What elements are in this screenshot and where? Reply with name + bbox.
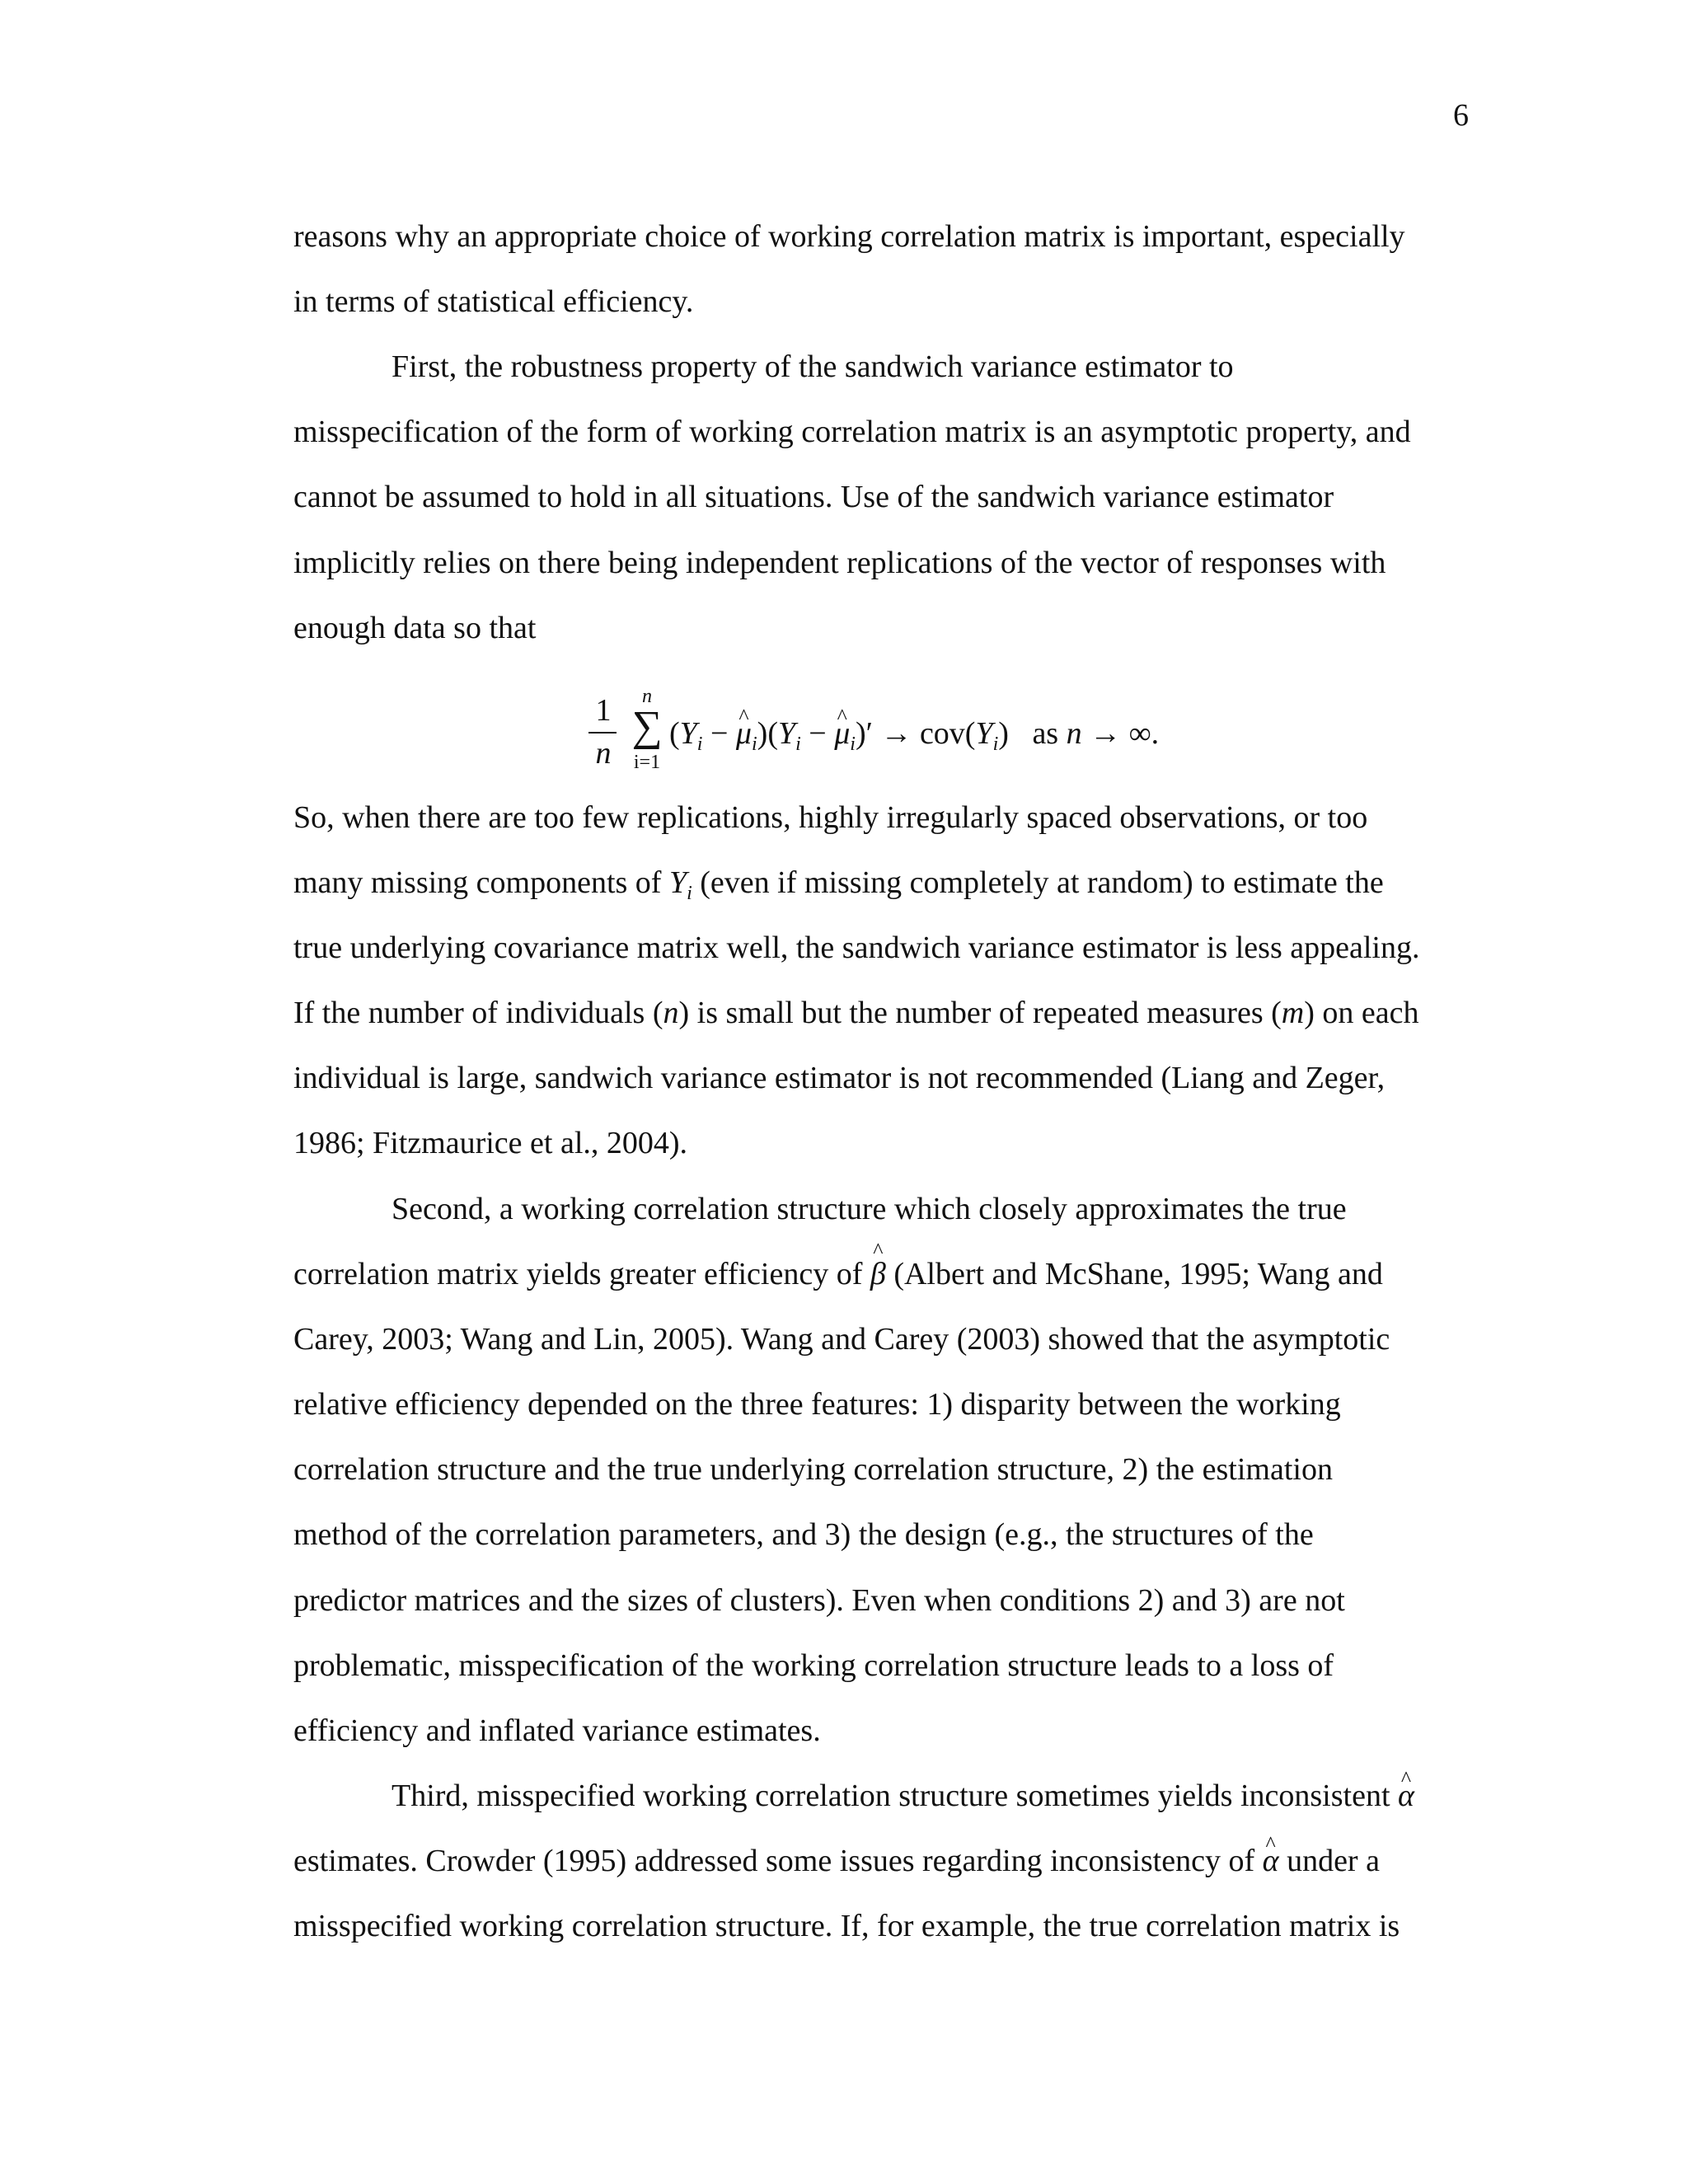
text-line: Second, a working correlation structure which closely approximates the true bbox=[392, 1192, 1347, 1226]
text-line: First, the robustness property of the sandwich variance estimator to bbox=[392, 349, 1234, 384]
alpha-hat-symbol: ^ α bbox=[1398, 1773, 1414, 1819]
text-line: many missing components of $Y_i$ (even if missing completely at random) to estimate the bbox=[293, 865, 1384, 904]
text-line: true underlying covariance matrix well, the sandwich variance estimator is less appealing. bbox=[293, 930, 1420, 965]
mu-hat: ^ μ bbox=[736, 710, 752, 757]
text-line: relative efficiency depended on the three features: 1) disparity between the working bbox=[293, 1387, 1341, 1422]
text-line: Third, misspecified working correlation structure sometimes yields inconsistent ^ α bbox=[392, 1773, 1570, 1819]
display-equation bbox=[587, 686, 1213, 773]
beta-hat-symbol: ^ β bbox=[870, 1251, 886, 1297]
equation-expression: ($Y_i$ − ^ $\mu_i)(Y_i$ − ^ $\mu_i)' \to cov(Y_i)$ as n → ∞. bbox=[669, 710, 1159, 757]
text-line: method of the correlation parameters, and 3) the design (e.g., the structures of the bbox=[293, 1517, 1314, 1552]
text-line: enough data so that bbox=[293, 611, 537, 645]
text-line: So, when there are too few replications, highly irregularly spaced observations, or too bbox=[293, 800, 1368, 835]
text-line: cannot be assumed to hold in all situations. Use of the sandwich variance estimator bbox=[293, 480, 1334, 514]
text-line: predictor matrices and the sizes of clusters). Even when conditions 2) and 3) are not bbox=[293, 1583, 1345, 1618]
text-line: 1986; Fitzmaurice et al., 2004). bbox=[293, 1126, 688, 1160]
text-line: estimates. Crowder (1995) addressed some issues regarding inconsistency of ^ α under a bbox=[293, 1838, 1472, 1884]
alpha-hat-symbol: ^ α bbox=[1263, 1838, 1279, 1884]
text-line: misspecified working correlation structure. If, for example, the true correlation matrix is bbox=[293, 1909, 1400, 1943]
fraction-numerator: 1 bbox=[595, 693, 612, 728]
text-line: reasons why an appropriate choice of working correlation matrix is important, especially bbox=[293, 219, 1405, 254]
page-number: 6 bbox=[1453, 98, 1469, 133]
text-line: individual is large, sandwich variance estimator is not recommended (Liang and Zeger, bbox=[293, 1061, 1386, 1095]
text-line: efficiency and inflated variance estimates. bbox=[293, 1713, 821, 1748]
sum-icon: ∑ bbox=[631, 703, 663, 750]
text-line: correlation matrix yields greater efficiency of ^ β (Albert and McShane, 1995; Wang and bbox=[293, 1251, 1472, 1297]
fraction-denominator: n bbox=[595, 736, 612, 771]
text-line: implicitly relies on there being independent replications of the vector of responses with bbox=[293, 546, 1386, 580]
text-line: Carey, 2003; Wang and Lin, 2005). Wang and Carey (2003) showed that the asymptotic bbox=[293, 1322, 1390, 1357]
text-line: correlation structure and the true underlying correlation structure, 2) the estimation bbox=[293, 1452, 1333, 1487]
arrow-icon: → bbox=[880, 716, 912, 751]
text-line: If the number of individuals (n) is small but the number of repeated measures (m) on each bbox=[293, 996, 1419, 1030]
mu-hat: ^ μ bbox=[834, 710, 850, 757]
sum-lower-limit: i=1 bbox=[633, 752, 661, 773]
sum-upper-limit: n bbox=[642, 686, 652, 707]
arrow-icon: → bbox=[1090, 716, 1122, 751]
text-line: problematic, misspecification of the working correlation structure leads to a loss of bbox=[293, 1648, 1334, 1683]
text-line: misspecification of the form of working correlation matrix is an asymptotic property, and bbox=[293, 415, 1411, 449]
symbol-y: Y bbox=[668, 865, 687, 900]
text-line: in terms of statistical efficiency. bbox=[293, 284, 694, 319]
